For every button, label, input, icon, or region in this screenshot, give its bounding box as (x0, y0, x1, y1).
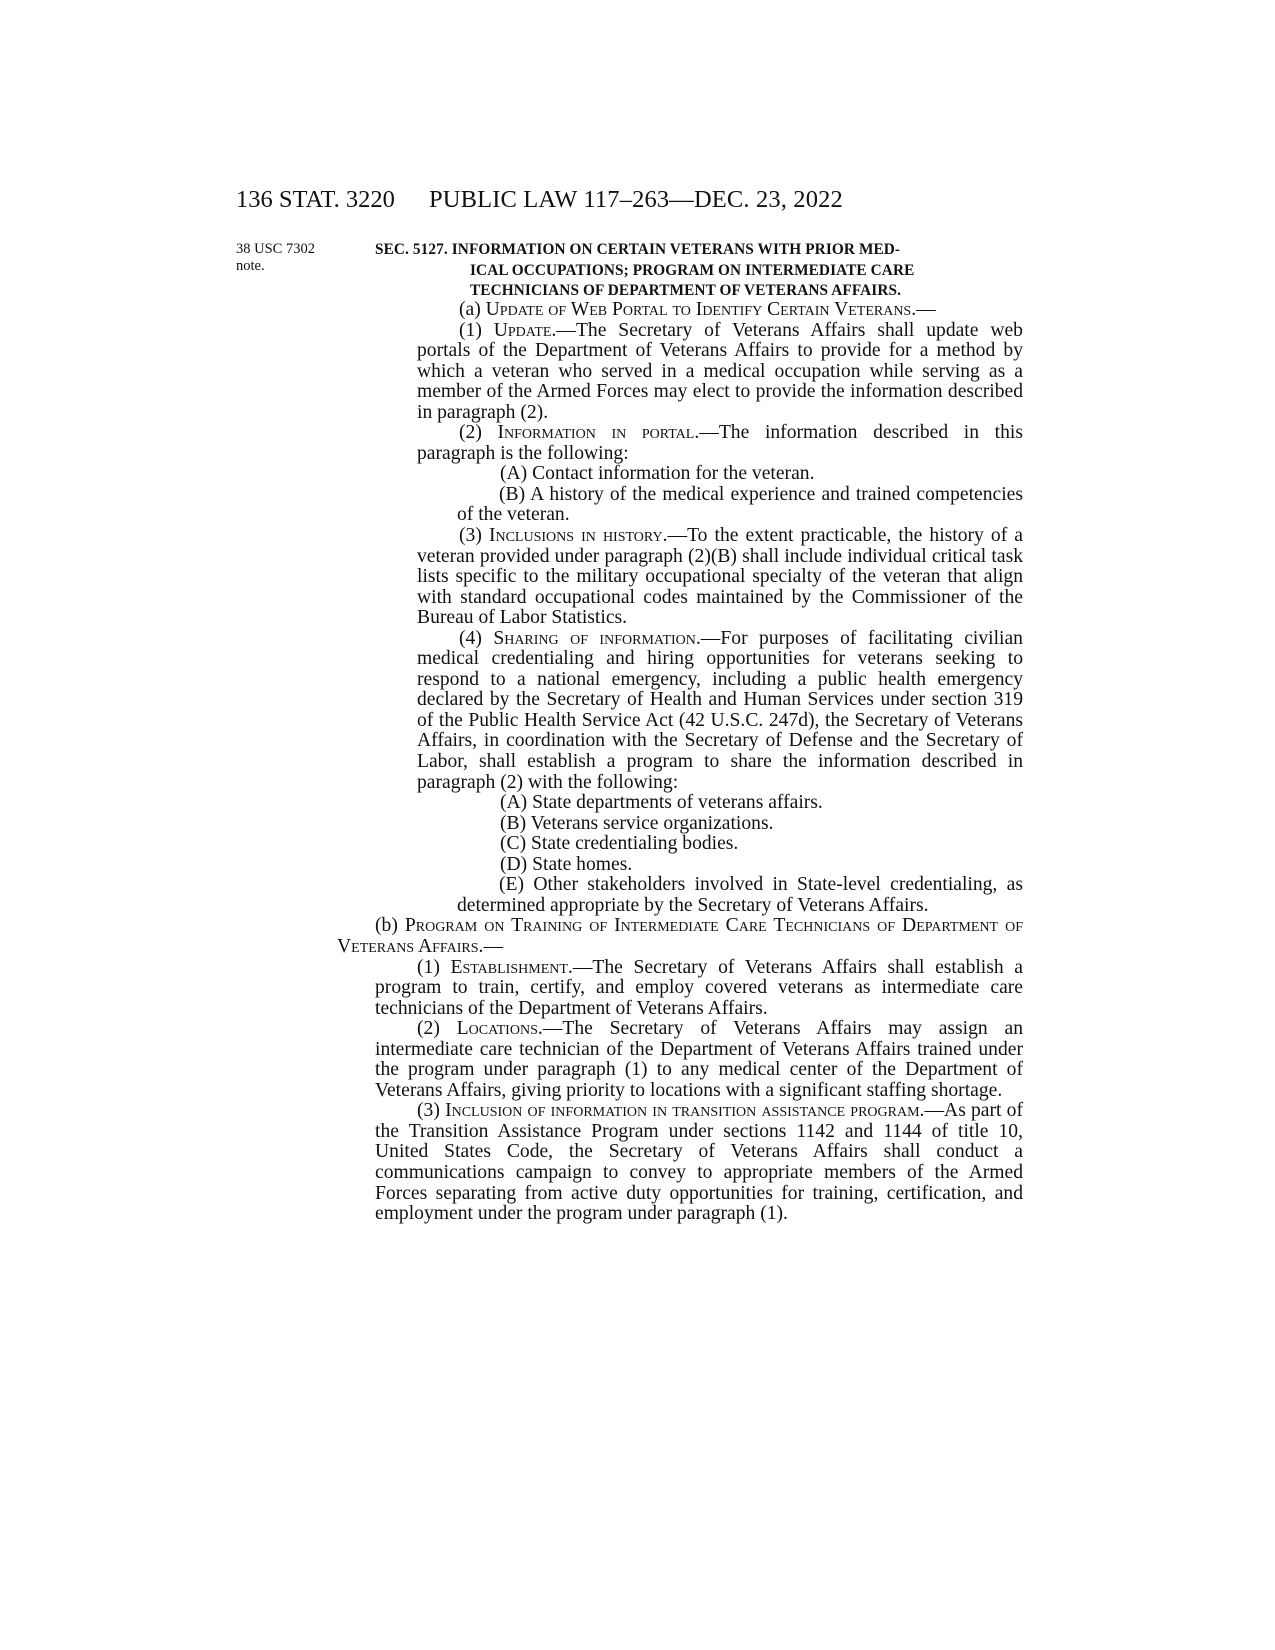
page-number: 136 STAT. 3220 (236, 186, 395, 213)
paragraph-b3-text: —As part of the Transition Assistance Program under sections 1142 and 1144 of title 10, United States Code, the Secretary of Veterans Affairs shall conduct a communications campaign to convey to appropriate members of the Armed Forces separating from active duty opportunities for training, certification, and employment under the program under paragraph (1). (375, 1100, 1023, 1225)
paragraph-a3-label: (3) (459, 525, 482, 547)
paragraph-b3-label: (3) (417, 1100, 440, 1122)
margin-note-label: note. (236, 258, 265, 274)
paragraph-a2-heading: Information in portal. (497, 422, 700, 444)
paragraph-a2-label: (2) (459, 422, 482, 444)
paragraph-a1-heading: Update. (493, 319, 557, 341)
page-header (236, 183, 1025, 217)
section-heading-line-2: ICAL OCCUPATIONS; PROGRAM ON INTERMEDIATE CARE (470, 261, 915, 279)
paragraph-a2 (375, 423, 1023, 464)
paragraph-a3-text: —To the extent practicable, the history of a veteran provided under paragraph (2)(B) shall include individual critical task lists specific to the military occupational specialty of the veteran that align with standard occupational codes maintained by the Commissioner of the Bureau of Labor Statistics. (417, 525, 1023, 629)
paragraph-a1 (375, 321, 1023, 424)
subparagraph-a2-B: (B) A history of the medical experience and trained competencies of the veteran. (457, 483, 1023, 526)
paragraph-b2-text: —The Secretary of Veterans Affairs may assign an intermediate care technician of the Department of Veterans Affairs trained under the program under paragraph (1) to any medical center of the Department of Veterans Affairs, giving priority to locations with a significant staffing shortage. (375, 1018, 1023, 1101)
subsection-b-heading (337, 916, 1023, 957)
paragraph-b3-heading: Inclusion of information in transition assistance program. (445, 1100, 925, 1122)
subparagraph-a4-B: (B) Veterans service organizations. (500, 812, 774, 834)
paragraph-b1 (375, 958, 1023, 1020)
paragraph-a1-label: (1) (459, 319, 482, 341)
section-heading-line-3: TECHNICIANS OF DEPARTMENT OF VETERANS AFFAIRS. (470, 282, 902, 299)
subparagraph-a2-A: (A) Contact information for the veteran. (500, 463, 815, 485)
paragraph-a1-text: —The Secretary of Veterans Affairs shall update web portals of the Department of Veterans Affairs to provide for a method by which a veteran who served in a medical occupation while serving as a member of the Armed Forces may elect to provide the information described in paragraph (2). (417, 319, 1023, 423)
subsection-a-heading (375, 300, 1023, 321)
section-heading-line-1: SEC. 5127. INFORMATION ON CERTAIN VETERANS WITH PRIOR MED- (375, 241, 901, 258)
section-body (337, 299, 1023, 1225)
subparagraph-a4-A: (A) State departments of veterans affairs. (500, 792, 823, 814)
subsection-b-title: Program on Training of Intermediate Care Technicians of Department of Veterans Affairs.— (337, 915, 1023, 957)
margin-note-citation: 38 USC 7302 (236, 241, 315, 257)
subparagraph-a4-C: (C) State credentialing bodies. (500, 833, 739, 855)
paragraph-b2 (375, 1019, 1023, 1101)
paragraph-b1-label: (1) (417, 956, 440, 978)
paragraph-a3 (375, 526, 1023, 629)
paragraph-a4-text: —For purposes of facilitating civilian medical credentialing and hiring opportunities for veterans seeking to respond to a national emergency, including a public health emergency declared by the Secretary of Health and Human Services under section 319 of the Public Health Service Act (42 U.S.C. 247d), the Secretary of Veterans Affairs, in coordination with the Secretary of Defense and the Secretary of Labor, shall establish a program to share the information described in paragraph (2) with the following: (417, 627, 1023, 793)
paragraph-a3-heading: Inclusions in history. (488, 525, 668, 547)
paragraph-a4-heading: Sharing of information. (493, 627, 701, 649)
subsection-b-label: (b) (375, 915, 398, 937)
paragraph-b2-heading: Locations. (456, 1018, 543, 1040)
paragraph-b1-heading: Establishment. (450, 956, 573, 978)
paragraph-a4-label: (4) (459, 627, 482, 649)
paragraph-a4 (375, 629, 1023, 793)
subsection-a-title: Update of Web Portal to Identify Certain Veterans.— (485, 299, 936, 320)
margin-note (236, 241, 331, 275)
subparagraph-a4-D: (D) State homes. (500, 853, 633, 875)
law-title: PUBLIC LAW 117–263—DEC. 23, 2022 (429, 186, 843, 213)
paragraph-a2-text: —The information described in this paragraph is the following: (417, 422, 1023, 464)
paragraph-b1-text: —The Secretary of Veterans Affairs shall establish a program to train, certify, and employ covered veterans as intermediate care technicians of the Department of Veterans Affairs. (375, 956, 1023, 1019)
subparagraph-a4-E: (E) Other stakeholders involved in State-level credentialing, as determined appropriate by the Secretary of Veterans Affairs. (457, 874, 1023, 916)
paragraph-b2-label: (2) (417, 1018, 440, 1040)
paragraph-b3 (375, 1101, 1023, 1224)
section-heading (375, 240, 1023, 302)
subsection-a-label: (a) (459, 299, 481, 320)
